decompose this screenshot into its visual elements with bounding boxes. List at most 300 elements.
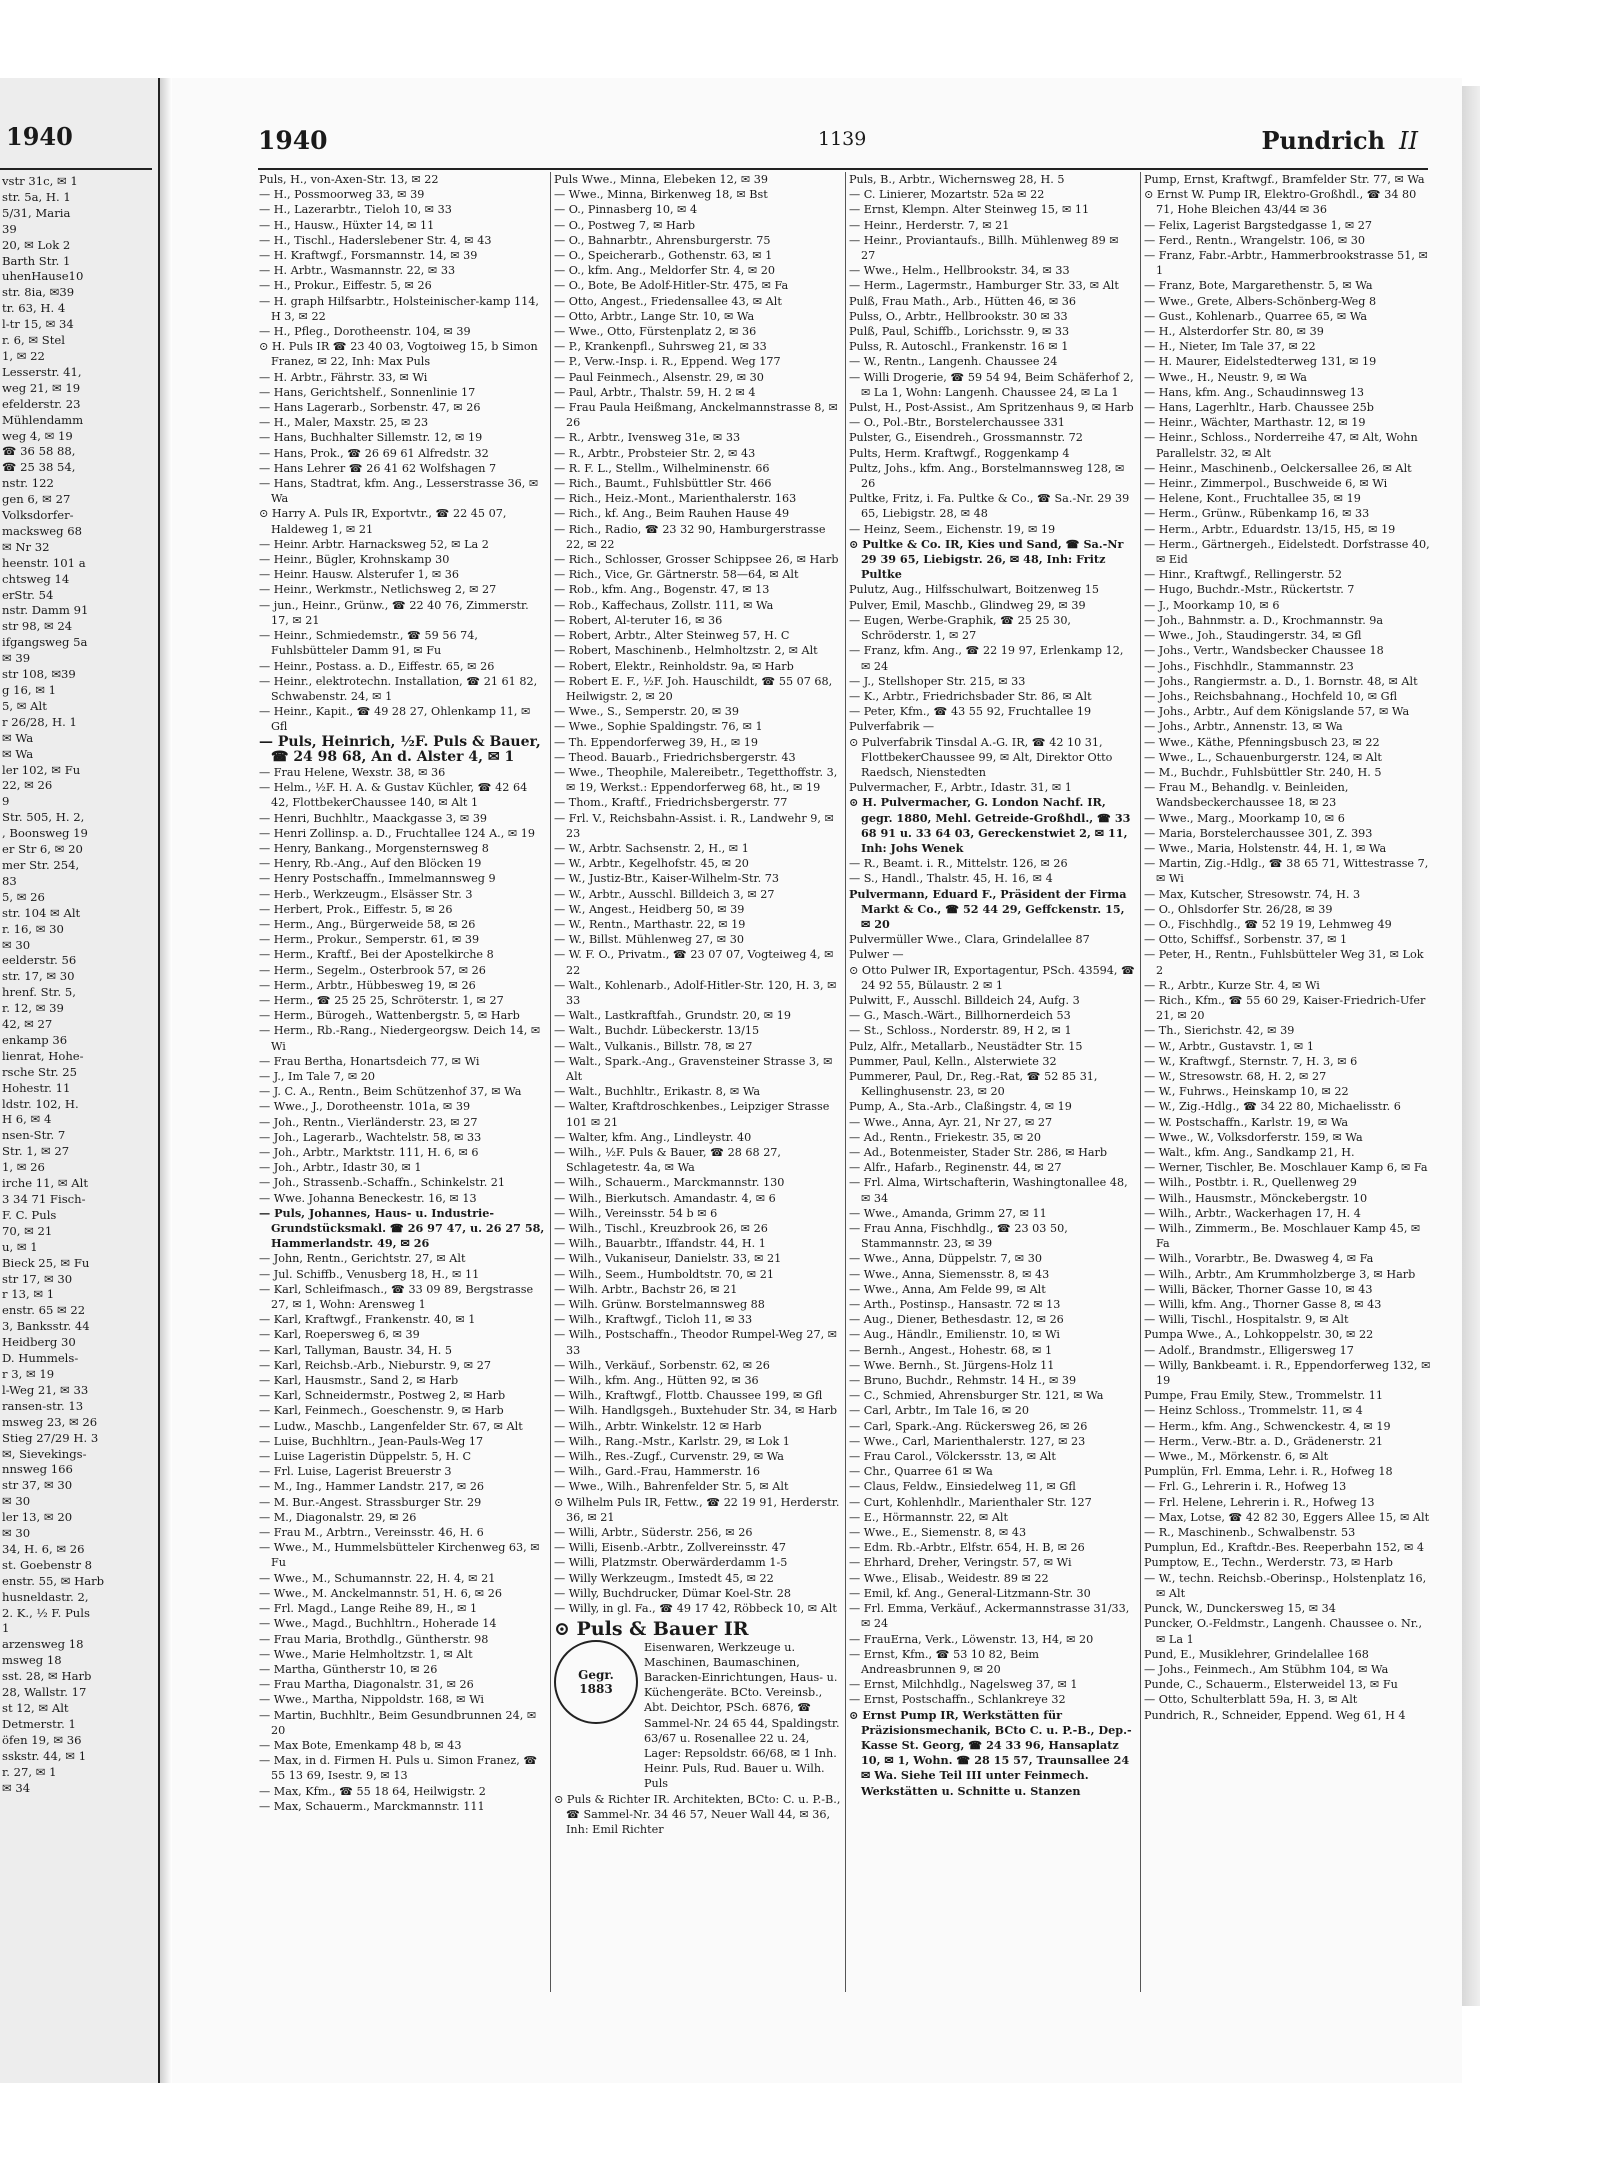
list-item: — Willy Werkzeugm., Imstedt 45, ✉ 22 [554,1571,774,1585]
list-item: Pump, A., Sta.-Arb., Claßingstr. 4, ✉ 19 [849,1100,1072,1114]
list-item: — W., Rentn., Langenh. Chaussee 24 [849,355,1058,369]
previous-page-line: ✉ 30 [2,1494,31,1509]
list-item: — J., Stellshoper Str. 215, ✉ 33 [849,674,1026,688]
list-item: — R., Maschinenb., Schwalbenstr. 53 [1144,1526,1356,1540]
list-item: — Ernst, Kfm., ☎ 53 10 82, Beim Andreasbrunnen 9, ✉ 20 [849,1647,1040,1676]
list-item: — W., Arbtr. Sachsenstr. 2, H., ✉ 1 [554,841,749,855]
list-item: ⊙ Ernst W. Pump IR, Elektro-Großhdl., ☎ 34 80 71, Hohe Bleichen 43/44 ✉ 36 [1144,188,1417,217]
list-item: — M., Diagonalstr. 29, ✉ 26 [259,1510,417,1524]
list-item: — Frau M., Arbtrn., Vereinsstr. 46, H. 6 [259,1526,484,1540]
list-item: — Puls, Johannes, Haus- u. Industrie-Grundstücksmakl. ☎ 26 97 47, u. 26 27 58, Hammerlandstr. 49, ✉ 26 [259,1205,545,1251]
list-item: — Frl. Alma, Wirtschafterin, Washingtonallee 48, ✉ 34 [849,1176,1128,1205]
list-item: — H. Arbtr., Fährstr. 33, ✉ Wi [259,370,428,384]
list-item: — Wilh., Rang.-Mstr., Karlstr. 29, ✉ Lok 1 [554,1434,790,1448]
list-item: — W., Arbtr., Ausschl. Billdeich 3, ✉ 27 [554,887,775,901]
list-item: — W. Postschaffn., Karlstr. 19, ✉ Wa [1144,1115,1349,1129]
list-item: — Claus, Feldw., Einsiedelweg 11, ✉ Gfl [849,1480,1076,1494]
directory-column-4 [1141,172,1436,1992]
list-item: — Frl. G., Lehrerin i. R., Hofweg 13 [1144,1480,1347,1494]
list-item: — Alfr., Hafarb., Reginenstr. 44, ✉ 27 [849,1161,1062,1175]
previous-page-line: Lesserstr. 41, [2,364,82,379]
previous-page-line: 42, ✉ 27 [2,1017,53,1032]
list-item: — Bernh., Angest., Hohestr. 68, ✉ 1 [849,1343,1053,1357]
previous-page-line: 5, ✉ Alt [2,698,47,713]
previous-page-line: tr. 63, H. 4 [2,301,66,316]
list-item: Pulss, R. Autoschl., Frankenstr. 16 ✉ 1 [849,340,1069,354]
list-item: — Hans, Buchhalter Sillemstr. 12, ✉ 19 [259,431,483,445]
list-item: — Wwe., Amanda, Grimm 27, ✉ 11 [849,1206,1047,1220]
list-item: — Hans, kfm. Ang., Schaudinnsweg 13 [1144,385,1365,399]
list-item: — Wilh., Tischl., Kreuzbrook 26, ✉ 26 [554,1222,768,1236]
list-item: — W., Zig.-Hdlg., ☎ 34 22 80, Michaelisstr. 6 [1144,1100,1401,1114]
list-item: — Walter, Kraftdroschkenbes., Leipziger Strasse 101 ✉ 21 [554,1100,830,1129]
list-item: — Bruno, Buchdr., Rehmstr. 14 H., ✉ 39 [849,1374,1077,1388]
list-item: — Wwe., Joh., Staudingerstr. 34, ✉ Gfl [1144,629,1362,643]
list-item: — Rob., Kaffechaus, Zollstr. 111, ✉ Wa [554,598,774,612]
list-item: — Hans Lagerarb., Sorbenstr. 47, ✉ 26 [259,401,481,415]
previous-page-line: r. 6, ✉ Stel [2,333,65,348]
previous-page-line: nstr. Damm 91 [2,603,89,618]
list-item: — H., Prokur., Eiffestr. 5, ✉ 26 [259,279,432,293]
header-year: 1940 [258,126,328,155]
list-item: — O., kfm. Ang., Meldorfer Str. 4, ✉ 20 [554,264,776,278]
previous-page-line: weg 21, ✉ 19 [2,380,81,395]
list-item: — Karl, Tallyman, Baustr. 34, H. 5 [259,1343,453,1357]
previous-page-line: Barth Str. 1 [2,253,71,268]
previous-page-line: r 26/28, H. 1 [2,714,77,729]
list-item: — Herm., Segelm., Osterbrook 57, ✉ 26 [259,963,486,977]
list-item: — Wilh., Kraftwgf., Ticloh 11, ✉ 33 [554,1313,753,1327]
list-item: — Walt., Buchdr. Lübeckerstr. 13/15 [554,1024,760,1038]
list-item: — Wwe., Anna, Ayr. 21, Nr 27, ✉ 27 [849,1115,1053,1129]
list-item: — Edm. Rb.-Arbtr., Elfstr. 654, H. B, ✉ 26 [849,1541,1085,1555]
previous-page-line: u, ✉ 1 [2,1239,38,1254]
list-item: — W., Billst. Mühlenweg 27, ✉ 30 [554,933,744,947]
previous-page-line: macksweg 68 [2,523,83,538]
previous-page-line: nstr. 122 [2,476,54,491]
previous-page-line: hrenf. Str. 5, [2,985,76,1000]
list-item: — Luise, Buchhltrn., Jean-Pauls-Weg 17 [259,1434,484,1448]
previous-page-line: erStr. 54 [2,587,54,602]
previous-page-line: str. 8ia, ✉39 [2,285,75,300]
list-item: — Willy, in gl. Fa., ☎ 49 17 42, Röbbeck 10, ✉ Alt [554,1602,837,1616]
list-item: — Frl. Magd., Lange Reihe 89, H., ✉ 1 [259,1602,478,1616]
list-item: — Werner, Tischler, Be. Moschlauer Kamp 6, ✉ Fa [1144,1161,1428,1175]
list-item: Punde, C., Schauerm., Elsterweidel 13, ✉ Fu [1144,1678,1398,1692]
list-item: — Herm., Arbtr., Hübbesweg 19, ✉ 26 [259,978,476,992]
previous-page-line: 22, ✉ 26 [2,778,53,793]
list-item: Pulvermann, Eduard F., Präsident der Firma Markt & Co., ☎ 52 44 29, Geffckenstr. 15, ✉ 20 [849,886,1127,931]
list-item: — Wwe., Magd., Buchhltrn., Hoherade 14 [259,1617,497,1631]
list-item: — Carl, Spark.-Ang. Rückersweg 26, ✉ 26 [849,1419,1088,1433]
list-item: — Wwe., H., Neustr. 9, ✉ Wa [1144,370,1307,384]
previous-page-line: str. 17, ✉ 30 [2,969,75,984]
list-item: — H., Maler, Maxstr. 25, ✉ 23 [259,416,429,430]
directory-page [172,78,1462,2083]
list-item: — Adolf., Brandmstr., Elligersweg 17 [1144,1343,1354,1357]
list-item: — W., techn. Reichsb.-Oberinsp., Holstenplatz 16, ✉ Alt [1144,1571,1427,1600]
list-item: — Heinr., Bügler, Krohnskamp 30 [259,553,450,567]
previous-page-year: 1940 [6,122,73,151]
list-item: — Rich., Baumt., Fuhlsbüttler Str. 466 [554,477,772,491]
previous-page-line: 1, ✉ 22 [2,348,45,363]
previous-page-line: rsche Str. 25 [2,1064,77,1079]
list-item: ⊙ Otto Pulwer IR, Exportagentur, PSch. 43594, ☎ 24 92 55, Bülaustr. 2 ✉ 1 [849,963,1135,992]
list-item: — R., Arbtr., Probsteier Str. 2, ✉ 43 [554,446,756,460]
previous-page-line: eelderstr. 56 [2,953,77,968]
previous-page-line: er Str 6, ✉ 20 [2,842,83,857]
list-item: — Aug., Diener, Bethesdastr. 12, ✉ 26 [849,1313,1064,1327]
previous-page-line: irche 11, ✉ Alt [2,1176,89,1191]
previous-page-line: ✉ 34 [2,1780,31,1795]
list-item: — Willi, Platzmstr. Oberwärderdamm 1-5 [554,1556,788,1570]
previous-page-line: str 37, ✉ 30 [2,1478,73,1493]
previous-page-line: 1, ✉ 26 [2,1160,45,1175]
list-item: Pumpe, Frau Emily, Stew., Trommelstr. 11 [1144,1389,1384,1403]
previous-page-line: enstr. 55, ✉ Harb [2,1573,105,1588]
list-item: — Willi Drogerie, ☎ 59 54 94, Beim Schäferhof 2, ✉ La 1, Wohn: Langenh. Chaussee 24, ✉ La 1 [849,370,1134,399]
list-item: ⊙ Puls & Richter IR. Architekten, BCto: C. u. P.-B., ☎ Sammel-Nr. 34 46 57, Neuer Wall 44, ✉ 36, Inh: Emil Richter [554,1792,841,1836]
seal-year: 1883 [579,1681,613,1696]
list-item: — Wwe., Wilh., Bahrenfelder Str. 5, ✉ Alt [554,1480,789,1494]
list-item: — Frau Anna, Fischhdlg., ☎ 23 03 50, Stammannstr. 23, ✉ 39 [849,1222,1068,1251]
list-item: — H. Arbtr., Wasmannstr. 22, ✉ 33 [259,264,456,278]
previous-page-line: r. 12, ✉ 39 [2,1001,64,1016]
list-item: — Frau Helene, Wexstr. 38, ✉ 36 [259,765,446,779]
previous-page-line: arzensweg 18 [2,1637,84,1652]
list-item: — Frl. Luise, Lagerist Breuerstr 3 [259,1465,452,1479]
list-item: — Herbert, Prok., Eiffestr. 5, ✉ 26 [259,902,453,916]
list-item: — C., Schmied, Ahrensburger Str. 121, ✉ Wa [849,1389,1104,1403]
list-item: — Otto, Schiffsf., Sorbenstr. 37, ✉ 1 [1144,933,1348,947]
list-item: — Wilh., Postbtr. i. R., Quellenweg 29 [1144,1176,1357,1190]
list-item: — C. Linierer, Mozartstr. 52a ✉ 22 [849,188,1045,202]
previous-page-line: Detmerstr. 1 [2,1716,76,1731]
list-item: — O., Postweg 7, ✉ Harb [554,218,695,232]
previous-page-line: ✉ Wa [2,746,34,761]
list-item: — Wwe., M., Hummelsbütteler Kirchenweg 63, ✉ Fu [259,1541,540,1570]
list-item: ⊙ Ernst Pump IR, Werkstätten für Präzisionsmechanik, BCto C. u. P.-B., Dep.-Kasse St. Georg, ☎ 24 33 96, Hansaplatz 10, ✉ 1, Wohn. ☎ 28 15 57, Traunsallee 24 ✉ Wa. Siehe Teil III unter Feinmech. Werkstätten u. Schnitte u. Stanzen [849,1707,1132,1798]
list-item: Pundrich, R., Schneider, Eppend. Weg 61, H 4 [1144,1708,1406,1722]
list-item: — Wilh., Verkäuf., Sorbenstr. 62, ✉ 26 [554,1358,770,1372]
list-item: — R., Arbtr., Ivensweg 31e, ✉ 33 [554,431,741,445]
list-item: — Frl. Emma, Verkäuf., Ackermannstrasse 31/33, ✉ 24 [849,1602,1130,1631]
list-item: Pulverfabrik — [849,720,935,734]
previous-page-line: r 3, ✉ 19 [2,1366,55,1381]
list-item: — Joh., Strassenb.-Schaffn., Schinkelstr. 21 [259,1176,506,1190]
list-item: ⊙ H. Puls IR ☎ 23 40 03, Vogtoiweg 15, b Simon Franez, ✉ 22, Inh: Max Puls [259,340,538,369]
list-item: — Peter, Kfm., ☎ 43 55 92, Fruchtallee 19 [849,705,1092,719]
list-item: Pulutz, Aug., Hilfsschulwart, Boitzenweg 15 [849,583,1100,597]
previous-page-line: st 12, ✉ Alt [2,1701,69,1715]
previous-page-line: 3 34 71 Fisch- [2,1192,86,1206]
list-item: — Walt., Lastkraftfah., Grundstr. 20, ✉ 19 [554,1009,791,1023]
list-item: — Wwe., Marg., Moorkamp 10, ✉ 6 [1144,811,1345,825]
list-item: — Otto, Angest., Friedensallee 43, ✉ Alt [554,294,782,308]
list-item: — Heinr., elektrotechn. Installation, ☎ 21 61 82, Schwabenstr. 24, ✉ 1 [259,674,538,703]
previous-page-line: Str. 1, ✉ 27 [2,1144,70,1159]
previous-page-line: Volksdorfer- [2,508,74,523]
list-item: — Wilh., kfm. Ang., Hütten 92, ✉ 36 [554,1374,759,1388]
list-item: — H., Alsterdorfer Str. 80, ✉ 39 [1144,325,1324,339]
list-item: — Wilh., Bierkutsch. Amandastr. 4, ✉ 6 [554,1191,776,1205]
previous-page-line: Bieck 25, ✉ Fu [2,1255,90,1270]
list-item: — Robert, Arbtr., Alter Steinweg 57, H. C [554,629,790,643]
list-item: — Joh., Lagerarb., Wachtelstr. 58, ✉ 33 [259,1130,482,1144]
list-item: — Th. Eppendorferweg 39, H., ✉ 19 [554,735,759,749]
list-item: — Max, Kutscher, Stresowstr. 74, H. 3 [1144,887,1361,901]
list-item: — jun., Heinr., Grünw., ☎ 22 40 76, Zimmerstr. 17, ✉ 21 [259,598,529,627]
previous-page-line: msweg 23, ✉ 26 [2,1414,98,1429]
list-item: — Wilh. Handlgsgeh., Buxtehuder Str. 34, ✉ Harb [554,1404,838,1418]
list-item: — Arth., Postinsp., Hansastr. 72 ✉ 13 [849,1298,1061,1312]
list-item: Pumplün, Frl. Emma, Lehr. i. R., Hofweg 18 [1144,1465,1393,1479]
previous-page-line: vstr 31c, ✉ 1 [2,174,78,188]
previous-page-line: ☎ 36 58 88, [2,444,76,459]
header-volume: II [1399,127,1418,155]
header-rule [258,168,1428,170]
seal-label: Gegr. [578,1667,614,1682]
list-item: Pulß, Frau Math., Arb., Hütten 46, ✉ 36 [849,294,1077,308]
list-item: — Wwe. Johanna Beneckestr. 16, ✉ 13 [259,1191,477,1205]
previous-page-line: , Boonsweg 19 [2,826,88,841]
previous-page-fragment [0,78,161,2083]
list-item: ⊙ Wilhelm Puls IR, Fettw., ☎ 22 19 91, Herderstr. 36, ✉ 21 [554,1495,840,1524]
list-item: — Wwe., Anna, Düppelstr. 7, ✉ 30 [849,1252,1042,1266]
list-item: — Henry, Rb.-Ang., Auf den Blöcken 19 [259,857,482,871]
list-item: — Max, Schauerm., Marckmannstr. 111 [259,1799,485,1813]
previous-page-line: g 16, ✉ 1 [2,683,57,697]
list-item: Pummer, Paul, Kelln., Alsterwiete 32 [849,1054,1057,1068]
previous-page-rule [0,168,152,170]
header-running-name [1261,126,1418,155]
list-item: Pultke, Fritz, i. Fa. Pultke & Co., ☎ Sa.-Nr. 29 39 65, Liebigstr. 28, ✉ 48 [849,492,1130,521]
list-item: — Walt., Kohlenarb., Adolf-Hitler-Str. 120, H. 3, ✉ 33 [554,978,837,1007]
list-item: — Wwe., Anna, Am Felde 99, ✉ Alt [849,1282,1046,1296]
previous-page-line: l-tr 15, ✉ 34 [2,317,74,332]
list-item: — Frl. Helene, Lehrerin i. R., Hofweg 13 [1144,1495,1375,1509]
list-item: — Wilh., Postschaffn., Theodor Rumpel-Weg 27, ✉ 33 [554,1328,838,1357]
list-item: Puncker, O.-Feldmstr., Langenh. Chaussee o. Nr., ✉ La 1 [1144,1617,1423,1646]
list-item: — Hans, Stadtrat, kfm. Ang., Lesserstrasse 36, ✉ Wa [259,477,539,506]
list-item: — Rich., Kfm., ☎ 55 60 29, Kaiser-Friedrich-Ufer 21, ✉ 20 [1144,993,1426,1023]
previous-page-line: Str. 505, H. 2, [2,810,85,825]
list-item: — R., Beamt. i. R., Mittelstr. 126, ✉ 26 [849,857,1068,871]
list-item: — Frl. V., Reichsbahn-Assist. i. R., Landwehr 9, ✉ 23 [554,811,834,840]
list-item: — Herm., Ang., Bürgerweide 58, ✉ 26 [259,917,476,931]
list-item: — W., Rentn., Marthastr. 22, ✉ 19 [554,917,746,931]
list-item: — Max, Kfm., ☎ 55 18 64, Heilwigstr. 2 [259,1784,486,1798]
list-item: — Herm., Prokur., Semperstr. 61, ✉ 39 [259,933,480,947]
previous-page-line: str. 104 ✉ Alt [2,905,81,920]
list-item: Pulst, H., Post-Assist., Am Spritzenhaus 9, ✉ Harb [849,401,1134,415]
previous-page-line: 3, Banksstr. 44 [2,1319,90,1334]
list-item: — Max Bote, Emenkamp 48 b, ✉ 43 [259,1738,462,1752]
previous-page-line: ler 13, ✉ 20 [2,1510,73,1525]
list-item: — Herm., Rb.-Rang., Niedergeorgsw. Deich 14, ✉ Wi [259,1024,541,1053]
list-item: — Robert E. F., ½F. Joh. Hauschildt, ☎ 55 07 68, Heilwigstr. 2, ✉ 20 [554,674,833,703]
list-item: — Wwe., Theophile, Malereibetr., Tegetthoffstr. 3, ✉ 19, Werkst.: Eppendorferweg 68, ht., ✉ 19 [554,765,838,795]
list-item: Puls, B., Arbtr., Wichernsweg 28, H. 5 [849,173,1065,186]
list-item: — Luise Lageristin Düppelstr. 5, H. C [259,1450,472,1464]
list-item: — W., Fuhrws., Heinskamp 10, ✉ 22 [1144,1085,1349,1099]
list-item: — Joh., Arbtr., Marktstr. 111, H. 6, ✉ 6 [259,1146,479,1159]
directory-columns [256,172,1436,1992]
list-item: Pummerer, Paul, Dr., Reg.-Rat, ☎ 52 85 31, Kellinghusenstr. 23, ✉ 20 [849,1069,1098,1099]
list-item: — Henry, Bankang., Morgensternsweg 8 [259,841,489,855]
list-item: — Karl, Hausmstr., Sand 2, ✉ Harb [259,1374,459,1388]
list-item: — Johs., Fischhdlr., Stammannstr. 23 [1144,659,1354,673]
list-item: — H. Kraftwgf., Forsmannstr. 14, ✉ 39 [259,249,478,263]
list-item: — Heinr., Maschinenb., Oelckersallee 26, ✉ Alt [1144,461,1412,475]
previous-page-line: ✉ 30 [2,937,31,952]
list-item: — Eugen, Werbe-Graphik, ☎ 25 25 30, Schröderstr. 1, ✉ 27 [849,613,1071,643]
list-item: — Herm., Lagermstr., Hamburger Str. 33, ✉ Alt [849,279,1119,293]
list-item: — W. F. O., Privatm., ☎ 23 07 07, Vogteiweg 4, ✉ 22 [554,948,834,977]
list-item: — Hans, Gerichtshelf., Sonnenlinie 17 [259,385,476,399]
list-item: — P., Verw.-Insp. i. R., Eppend. Weg 177 [554,355,781,369]
previous-page-line: F. C. Puls [2,1207,57,1222]
list-item: — Theod. Bauarb., Friedrichsbergerstr. 43 [554,750,796,764]
list-item: — W., Stresowstr. 68, H. 2, ✉ 27 [1144,1069,1327,1083]
list-item: — Willi, Arbtr., Süderstr. 256, ✉ 26 [554,1526,753,1540]
previous-page-line: ✉ 30 [2,1526,31,1541]
list-item: — Rich., Heiz.-Mont., Marienthalerstr. 163 [554,492,797,506]
list-item: — K., Arbtr., Friedrichsbader Str. 86, ✉ Alt [849,689,1092,703]
previous-page-line: nnsweg 166 [2,1462,73,1477]
list-item: — Wwe., Maria, Holstenstr. 44, H. 1, ✉ Wa [1144,841,1387,855]
list-item: — Herm., ☎ 25 25 25, Schröterstr. 1, ✉ 27 [259,993,504,1007]
list-item: — H., Hausw., Hüxter 14, ✉ 11 [259,218,435,232]
list-item: — Heinz, Seem., Eichenstr. 19, ✉ 19 [849,522,1056,536]
list-item: — Maria, Borstelerchaussee 301, Z. 393 [1144,826,1373,840]
list-item: — Martha, Güntherstr 10, ✉ 26 [259,1662,438,1676]
list-item: — W., Justiz-Btr., Kaiser-Wilhelm-Str. 73 [554,872,779,886]
list-item: Pults, Herm. Kraftwgf., Roggenkamp 4 [849,446,1070,460]
list-item: — Ernst, Klempn. Alter Steinweg 15, ✉ 11 [849,203,1090,217]
list-item: — Wilh., Hausmstr., Mönckebergstr. 10 [1144,1191,1368,1205]
list-item: — Wilh. Grünw. Borstelmannsweg 88 [554,1298,765,1312]
list-item: — Johs., Feinmech., Am Stübhm 104, ✉ Wa [1144,1662,1389,1676]
list-item: — H., Lazerarbtr., Tieloh 10, ✉ 33 [259,203,452,217]
list-item: — Franz, kfm. Ang., ☎ 22 19 97, Erlenkamp 12, ✉ 24 [849,644,1124,673]
list-item: — Wwe., J., Dorotheenstr. 101a, ✉ 39 [259,1100,471,1114]
list-item: — Robert, Maschinenb., Helmholtzstr. 2, ✉ Alt [554,644,818,658]
previous-page-line: enkamp 36 [2,1032,68,1047]
list-item: — Johs., Arbtr., Auf dem Königslande 57, ✉ Wa [1144,705,1410,719]
list-item: — Wilh., Arbtr. Winkelstr. 12 ✉ Harb [554,1419,762,1433]
list-item: — Herb., Werkzeugm., Elsässer Str. 3 [259,887,473,901]
list-item: — O., Bahnarbtr., Ahrensburgerstr. 75 [554,233,771,247]
list-item: — Ad., Rentn., Friekestr. 35, ✉ 20 [849,1130,1041,1144]
list-item: — Walt., Spark.-Ang., Gravensteiner Strasse 3, ✉ Alt [554,1054,833,1083]
list-item: — Wwe., Käthe, Pfenningsbusch 23, ✉ 22 [1144,735,1380,749]
directory-column-1 [256,172,551,1992]
list-item: — Herm., Bürogeh., Wattenbergstr. 5, ✉ Harb [259,1009,520,1023]
list-item: — Karl, Reichsb.-Arb., Nieburstr. 9, ✉ 27 [259,1358,491,1372]
list-item: — P., Krankenpfl., Suhrsweg 21, ✉ 33 [554,340,767,354]
list-item: — Curt, Kohlenhdlr., Marienthaler Str. 127 [849,1495,1092,1509]
list-item: — R. F. L., Stellm., Wilhelminenstr. 66 [554,461,770,475]
list-item: — Wilh., Zimmerm., Be. Moschlauer Kamp 45, ✉ Fa [1144,1222,1421,1251]
previous-page-line: 1 [2,1621,10,1636]
list-item: Pulster, G., Eisendreh., Grossmannstr. 72 [849,431,1083,445]
list-item: — Wilh., Arbtr., Am Krummholzberge 3, ✉ Harb [1144,1267,1416,1281]
list-item: — Willy, Buchdrucker, Dümar Koel-Str. 28 [554,1586,791,1600]
advert-body [554,1640,841,1792]
list-item: — Heinr., Zimmerpol., Buschweide 6, ✉ Wi [1144,477,1388,491]
previous-page-line: mer Str. 254, [2,857,80,872]
previous-page-line: 5/31, Maria [2,205,71,220]
list-item: Pulß, Paul, Schiffb., Lorichsstr. 9, ✉ 33 [849,325,1070,339]
previous-page-line: ✉ Nr 32 [2,539,50,554]
previous-page-line: 5, ✉ 26 [2,889,45,904]
previous-page-line: st. Goebenstr 8 [2,1557,93,1572]
list-item: — Otto, Schulterblatt 59a, H. 3, ✉ Alt [1144,1693,1358,1707]
previous-page-line: 34, H. 6, ✉ 26 [2,1541,85,1556]
previous-page-line: gen 6, ✉ 27 [2,492,71,507]
list-item: — Hans, Lagerhltr., Harb. Chaussee 25b [1144,401,1374,415]
list-item: — Wwe., W., Volksdorferstr. 159, ✉ Wa [1144,1130,1363,1144]
list-item: — E., Hörmannstr. 22, ✉ Alt [849,1510,1009,1524]
previous-page-line: ransen-str. 13 [2,1398,84,1413]
list-item: — Heinr., Schmiedemstr., ☎ 59 56 74, Fuhlsbütteler Damm 91, ✉ Fu [259,629,478,658]
list-item: — Wwe., M., Schumannstr. 22, H. 4, ✉ 21 [259,1571,496,1585]
list-item: — Franz, Bote, Margarethenstr. 5, ✉ Wa [1144,279,1373,293]
list-item: — Willi, Eisenb.-Arbtr., Zollvereinsstr. 47 [554,1541,786,1555]
previous-page-line: 9 [2,794,10,809]
list-item: — Heinr., Schloss., Norderreihe 47, ✉ Alt, Wohn Parallelstr. 32, ✉ Alt [1144,431,1418,460]
list-item: — J., Moorkamp 10, ✉ 6 [1144,598,1280,612]
list-item: — Wilh., Schauerm., Marckmannstr. 130 [554,1176,785,1190]
list-item: — Wwe., Elisab., Weidestr. 89 ✉ 22 [849,1571,1049,1585]
previous-page-line: 2. K., ½ F. Puls [2,1605,90,1620]
previous-page-line: str 108, ✉39 [2,667,76,682]
list-item: — W., Kraftwgf., Sternstr. 7, H. 3, ✉ 6 [1144,1054,1358,1068]
list-item: — M., Buchdr., Fuhlsbüttler Str. 240, H. 5 [1144,765,1382,779]
list-item: — Franz, Fabr.-Arbtr., Hammerbrookstrasse 51, ✉ 1 [1144,249,1428,278]
list-item: Pund, E., Musiklehrer, Grindelallee 168 [1144,1647,1369,1661]
list-item: — Wwe., M. Anckelmannstr. 51, H. 6, ✉ 26 [259,1586,502,1600]
list-item: — M., Ing., Hammer Landstr. 217, ✉ 26 [259,1480,485,1494]
list-item: — Wwe., Otto, Fürstenplatz 2, ✉ 36 [554,325,757,339]
list-item: — S., Handl., Thalstr. 45, H. 16, ✉ 4 [849,872,1053,886]
list-item: — Wilh., Gard.-Frau, Hammerstr. 16 [554,1465,760,1479]
list-item: — Joh., Arbtr., Idastr 30, ✉ 1 [259,1161,422,1175]
list-item: — Paul, Arbtr., Thalstr. 59, H. 2 ✉ 4 [554,385,756,399]
list-item: — Wilh., Bauarbtr., Iffandstr. 44, H. 1 [554,1237,766,1251]
previous-page-line: lienrat, Hohe- [2,1048,84,1063]
list-item: — Herm., Kraftf., Bei der Apostelkirche 8 [259,948,494,962]
list-item: Puls, H., von-Axen-Str. 13, ✉ 22 [259,173,439,186]
list-item: — Th., Sierichstr. 42, ✉ 39 [1144,1024,1295,1038]
previous-page-line: D. Hummels- [2,1351,79,1366]
list-item: — Hugo, Buchdr.-Mstr., Rückertstr. 7 [1144,583,1355,597]
previous-page-line: ✉ 39 [2,651,31,666]
list-item: — Henry Postschaffn., Immelmannsweg 9 [259,872,496,886]
list-item: — Walt., kfm. Ang., Sandkamp 21, H. [1144,1146,1355,1159]
list-item: — H. graph Hilfsarbtr., Holsteinischer-kamp 114, H 3, ✉ 22 [259,294,539,323]
list-item: — Max, Lotse, ☎ 42 82 30, Eggers Allee 15, ✉ Alt [1144,1510,1430,1524]
list-item: — Herm., Gärtnergeh., Eidelstedt. Dorfstrasse 40, ✉ Eid [1144,537,1430,567]
list-item: ⊙ Harry A. Puls IR, Exportvtr., ☎ 22 45 07, Haldeweg 1, ✉ 21 [259,507,507,536]
list-item: — R., Arbtr., Kurze Str. 4, ✉ Wi [1144,978,1320,992]
list-item: — Wilh., Vukaniseur, Danielstr. 33, ✉ 21 [554,1252,782,1266]
list-item: — Wilh., Arbtr., Wackerhagen 17, H. 4 [1144,1206,1361,1220]
list-item: Puls Wwe., Minna, Elebeken 12, ✉ 39 [554,173,769,186]
previous-page-line: öfen 19, ✉ 36 [2,1732,82,1747]
previous-page-line: ✉, Sievekings- [2,1446,87,1461]
